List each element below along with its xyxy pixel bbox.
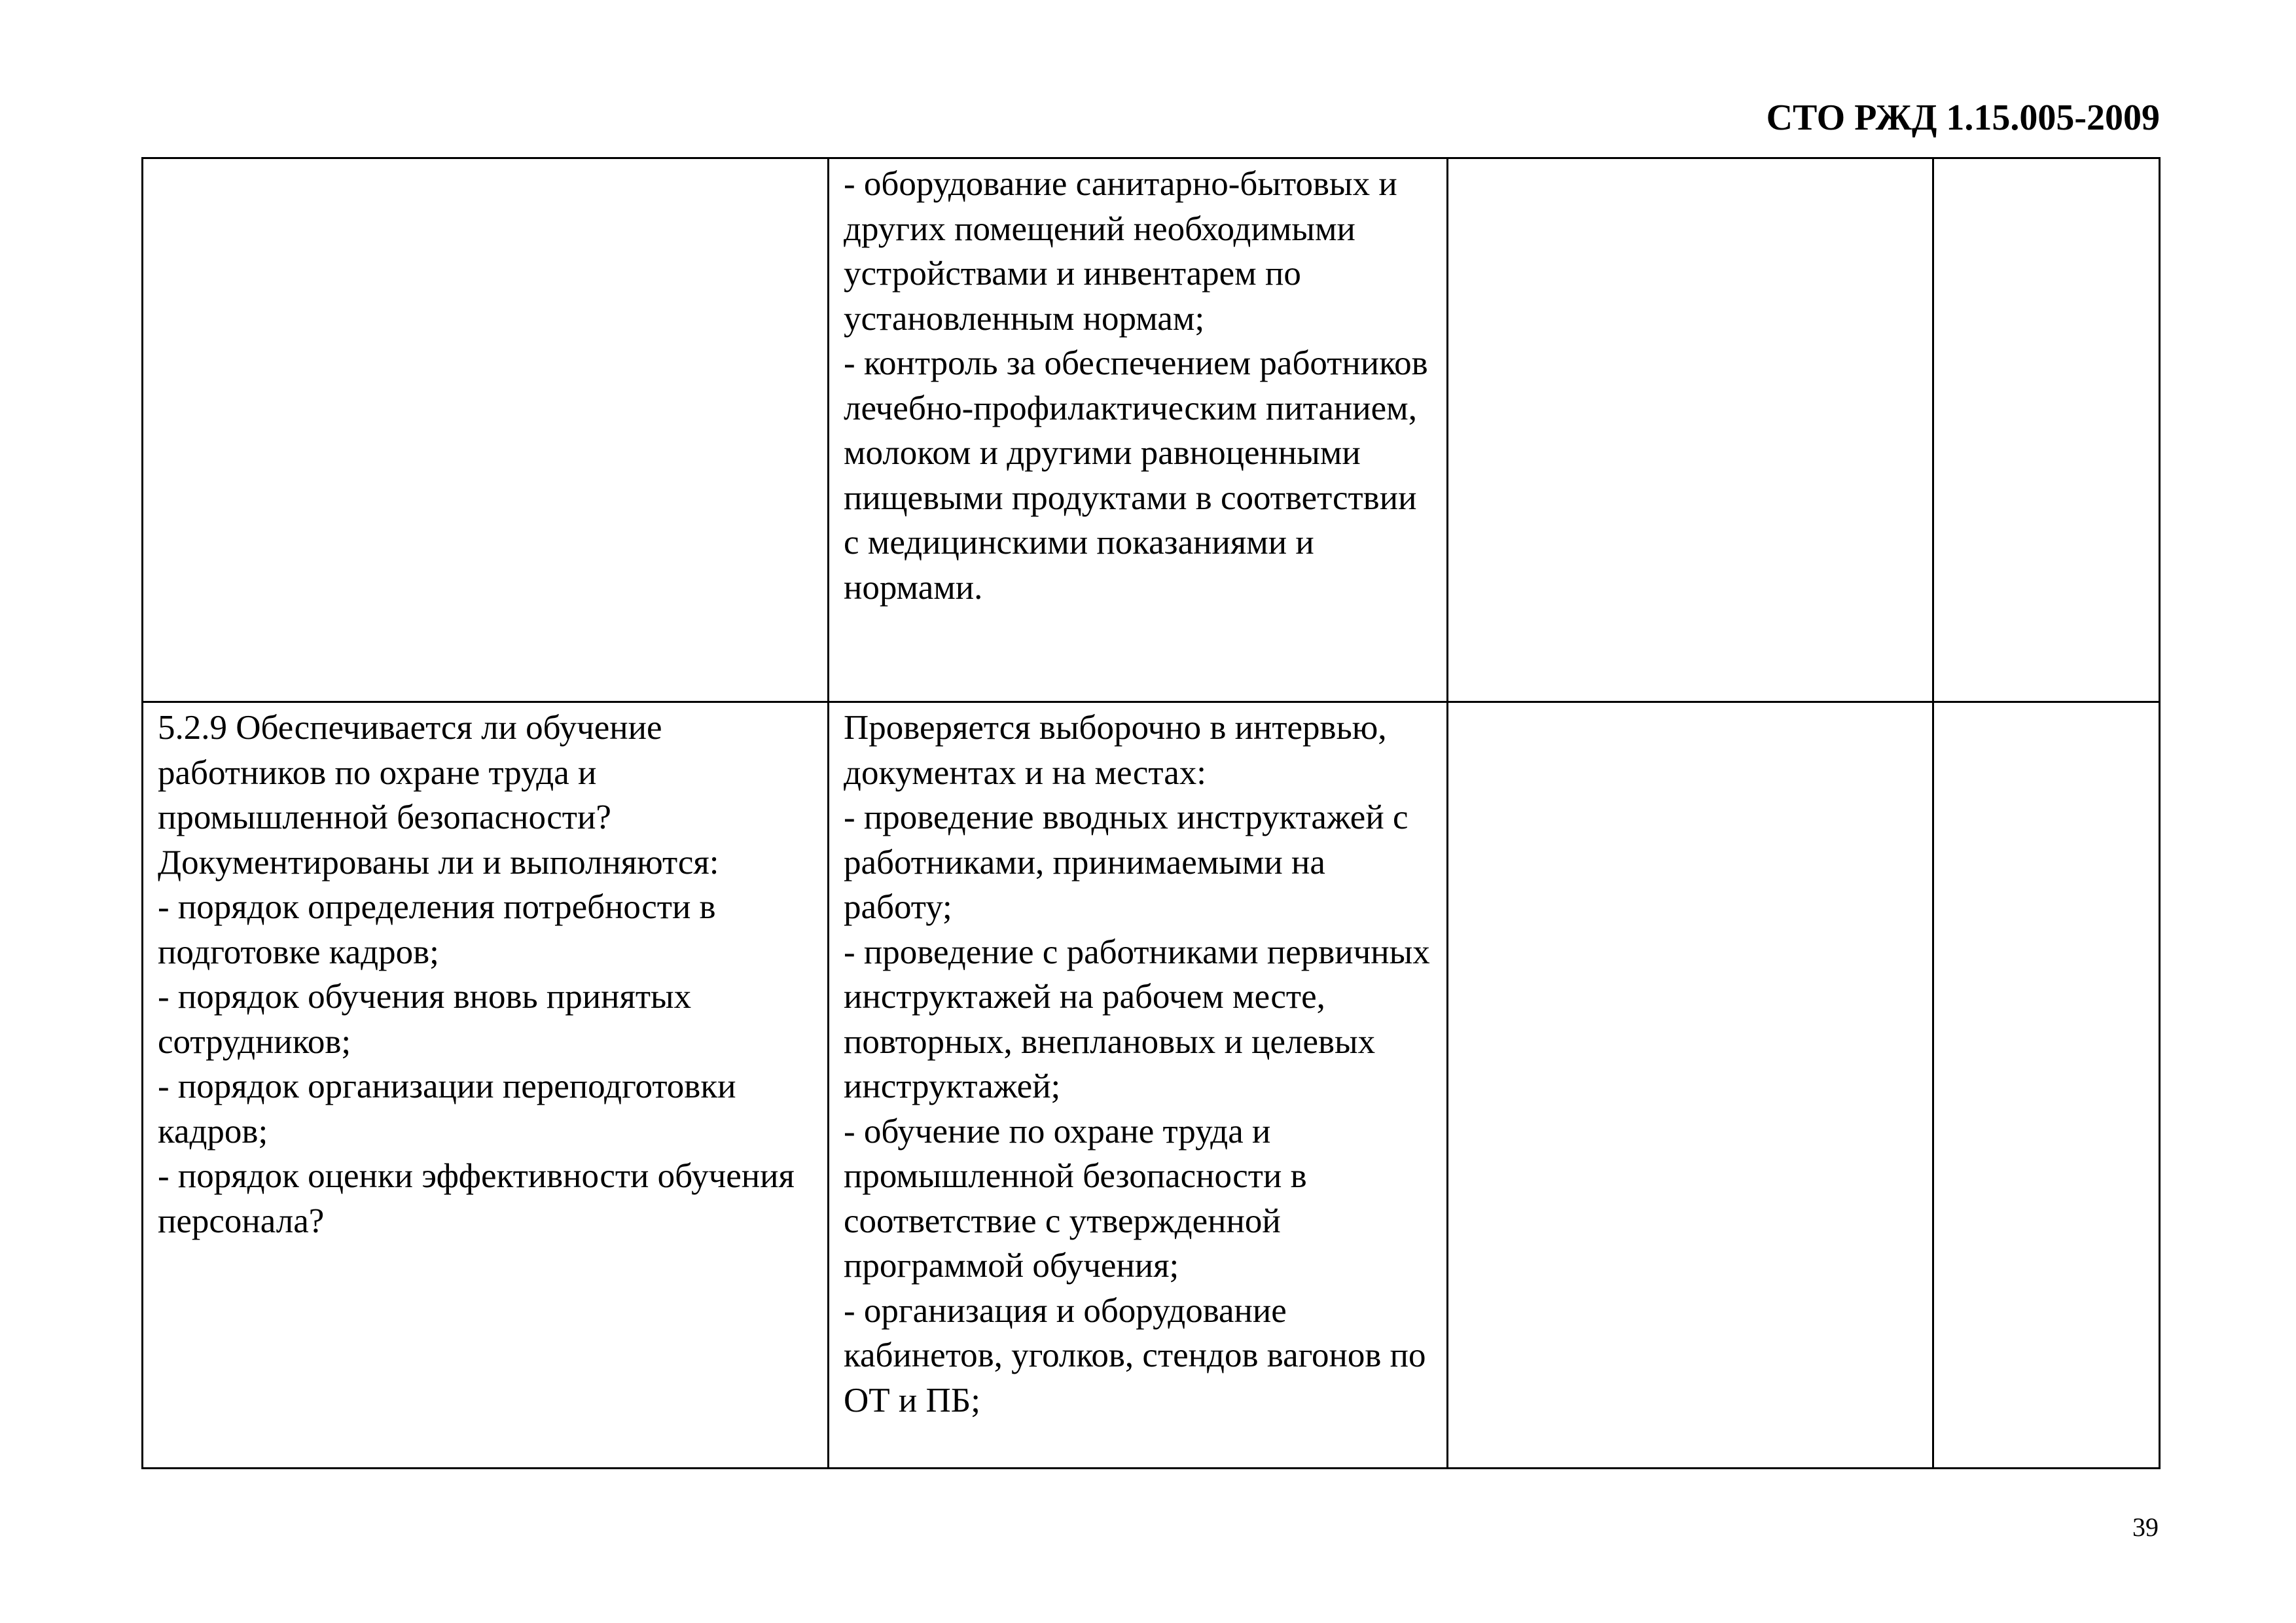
question-cell: 5.2.9 Обеспечивается ли обучение работников по охране труда и промышленной безопасности? Документированы ли и выполняются: - порядок определения потребности в подготовке кадров; - порядок обучения вновь принятых сотрудников; - порядок организации переподготовки кадров; - порядок оценки эффективности обучения персонала? (143, 702, 829, 1469)
note-cell (1933, 702, 2160, 1469)
result-cell (1448, 158, 1933, 702)
check-method-cell: Проверяется выборочно в интервью, документах и на местах: - проведение вводных инструктажей с работниками, принимаемыми на работу; - проведение с работниками первичных инструктажей на рабочем месте, повторных, внеплановых и целевых инструктажей; - обучение по охране труда и промышленной безопасности в соответствие с утвержденной программой обучения; - организация и оборудование кабинетов, уголков, стендов вагонов по ОТ и ПБ; (829, 702, 1448, 1469)
table-row (143, 158, 2160, 702)
table-row (143, 702, 2160, 1469)
check-method-cell: - оборудование санитарно-бытовых и других помещений необходимыми устройствами и инвентарем по установленным нормам; - контроль за обеспечением работников лечебно-профилактическим питанием, молоком и другими равноценными пищевыми продуктами в соответствии с медицинскими показаниями и нормами. (829, 158, 1448, 702)
page-number: 39 (2132, 1512, 2159, 1542)
question-cell (143, 158, 829, 702)
checklist-table (141, 157, 2161, 1469)
result-cell (1448, 702, 1933, 1469)
document-code: СТО РЖД 1.15.005-2009 (1766, 98, 2160, 138)
note-cell (1933, 158, 2160, 702)
